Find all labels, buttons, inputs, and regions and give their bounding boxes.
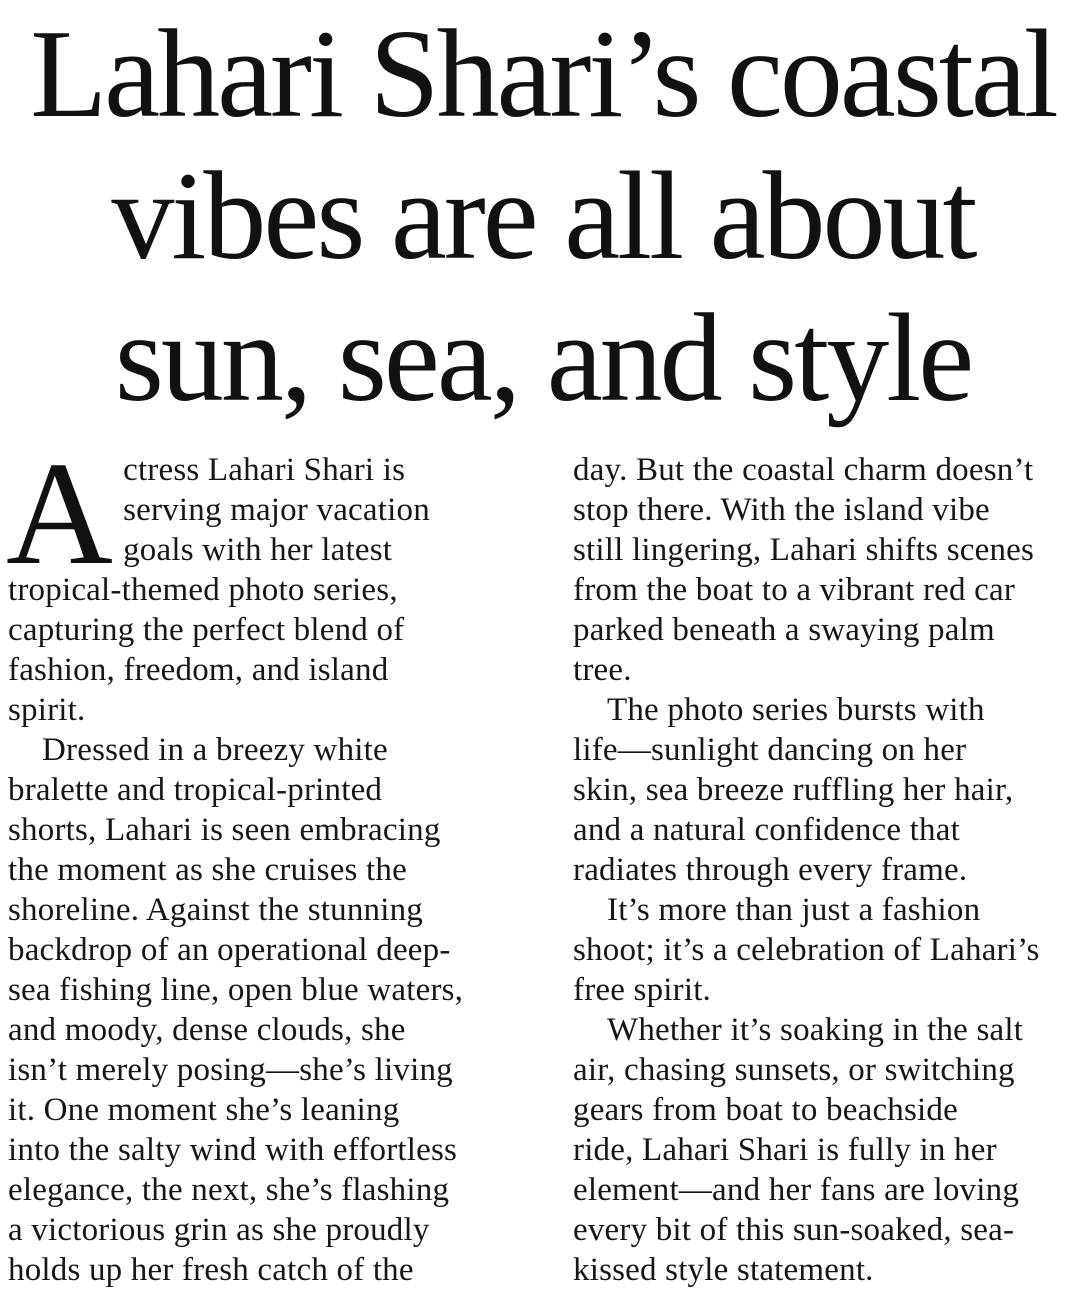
headline [0, 4, 1086, 430]
text-line: shoreline. Against the stunning [8, 892, 423, 928]
text-line: gears from boat to beachside [573, 1092, 958, 1128]
text-line: backdrop of an operational deep- [8, 932, 451, 968]
article-paragraph-2-continued [573, 450, 1083, 690]
headline-line: sun, sea, and style [114, 289, 972, 428]
text-line: tropical-themed photo series, [8, 572, 398, 608]
text-line: tree. [573, 652, 632, 688]
text-line: serving major vacation [123, 492, 430, 528]
text-line: free spirit. [573, 972, 712, 1008]
text-line: elegance, the next, she’s flashing [8, 1172, 450, 1208]
drop-cap: A [6, 432, 114, 596]
text-line: parked beneath a swaying palm [573, 612, 995, 648]
text-line: element—and her fans are loving [573, 1172, 1020, 1208]
headline-line: Lahari Shari’s coastal [30, 5, 1056, 144]
text-line: into the salty wind with effortless [8, 1132, 458, 1168]
text-line: and moody, dense clouds, she [8, 1012, 406, 1048]
article-paragraph-5 [573, 1010, 1083, 1290]
text-line: Dressed in a breezy white [42, 732, 388, 768]
text-line: capturing the perfect blend of [8, 612, 405, 648]
text-line: day. But the coastal charm doesn’t [573, 452, 1034, 488]
text-line: radiates through every frame. [573, 852, 968, 888]
text-line: spirit. [8, 692, 86, 728]
text-line: a victorious grin as she proudly [8, 1212, 430, 1248]
text-line: from the boat to a vibrant red car [573, 572, 1016, 608]
text-line: It’s more than just a fashion [607, 892, 981, 928]
text-line: goals with her latest [123, 532, 393, 568]
text-line: the moment as she cruises the [8, 852, 407, 888]
text-line: sea fishing line, open blue waters, [8, 972, 464, 1008]
article-paragraph-1 [6, 432, 508, 730]
text-line: fashion, freedom, and island [8, 652, 389, 688]
text-line: The photo series bursts with [607, 692, 985, 728]
article-column-right [573, 450, 1083, 1290]
text-line: holds up her fresh catch of the [8, 1252, 414, 1288]
text-line: still lingering, Lahari shifts scenes [573, 532, 1035, 568]
text-line: kissed style statement. [573, 1252, 874, 1288]
text-line: every bit of this sun-soaked, sea- [573, 1212, 1015, 1248]
text-line: life—sunlight dancing on her [573, 732, 967, 768]
text-line: stop there. With the island vibe [573, 492, 990, 528]
text-line: skin, sea breeze ruffling her hair, [573, 772, 1014, 808]
text-line: it. One moment she’s leaning [8, 1092, 400, 1128]
article-paragraph-4 [573, 890, 1083, 1010]
article-paragraph-2 [8, 730, 508, 1290]
text-line: Whether it’s soaking in the salt [607, 1012, 1024, 1048]
article-paragraph-3 [573, 690, 1083, 890]
text-line: shoot; it’s a celebration of Lahari’s [573, 932, 1040, 968]
text-line: bralette and tropical-printed [8, 772, 383, 808]
text-line: shorts, Lahari is seen embracing [8, 812, 441, 848]
text-line: isn’t merely posing—she’s living [8, 1052, 453, 1088]
article-column-left [6, 432, 508, 1290]
text-line: air, chasing sunsets, or switching [573, 1052, 1015, 1088]
text-line: ride, Lahari Shari is fully in her [573, 1132, 997, 1168]
text-line: and a natural confidence that [573, 812, 960, 848]
headline-line: vibes are all about [111, 147, 975, 286]
text-line: ctress Lahari Shari is [123, 452, 406, 488]
